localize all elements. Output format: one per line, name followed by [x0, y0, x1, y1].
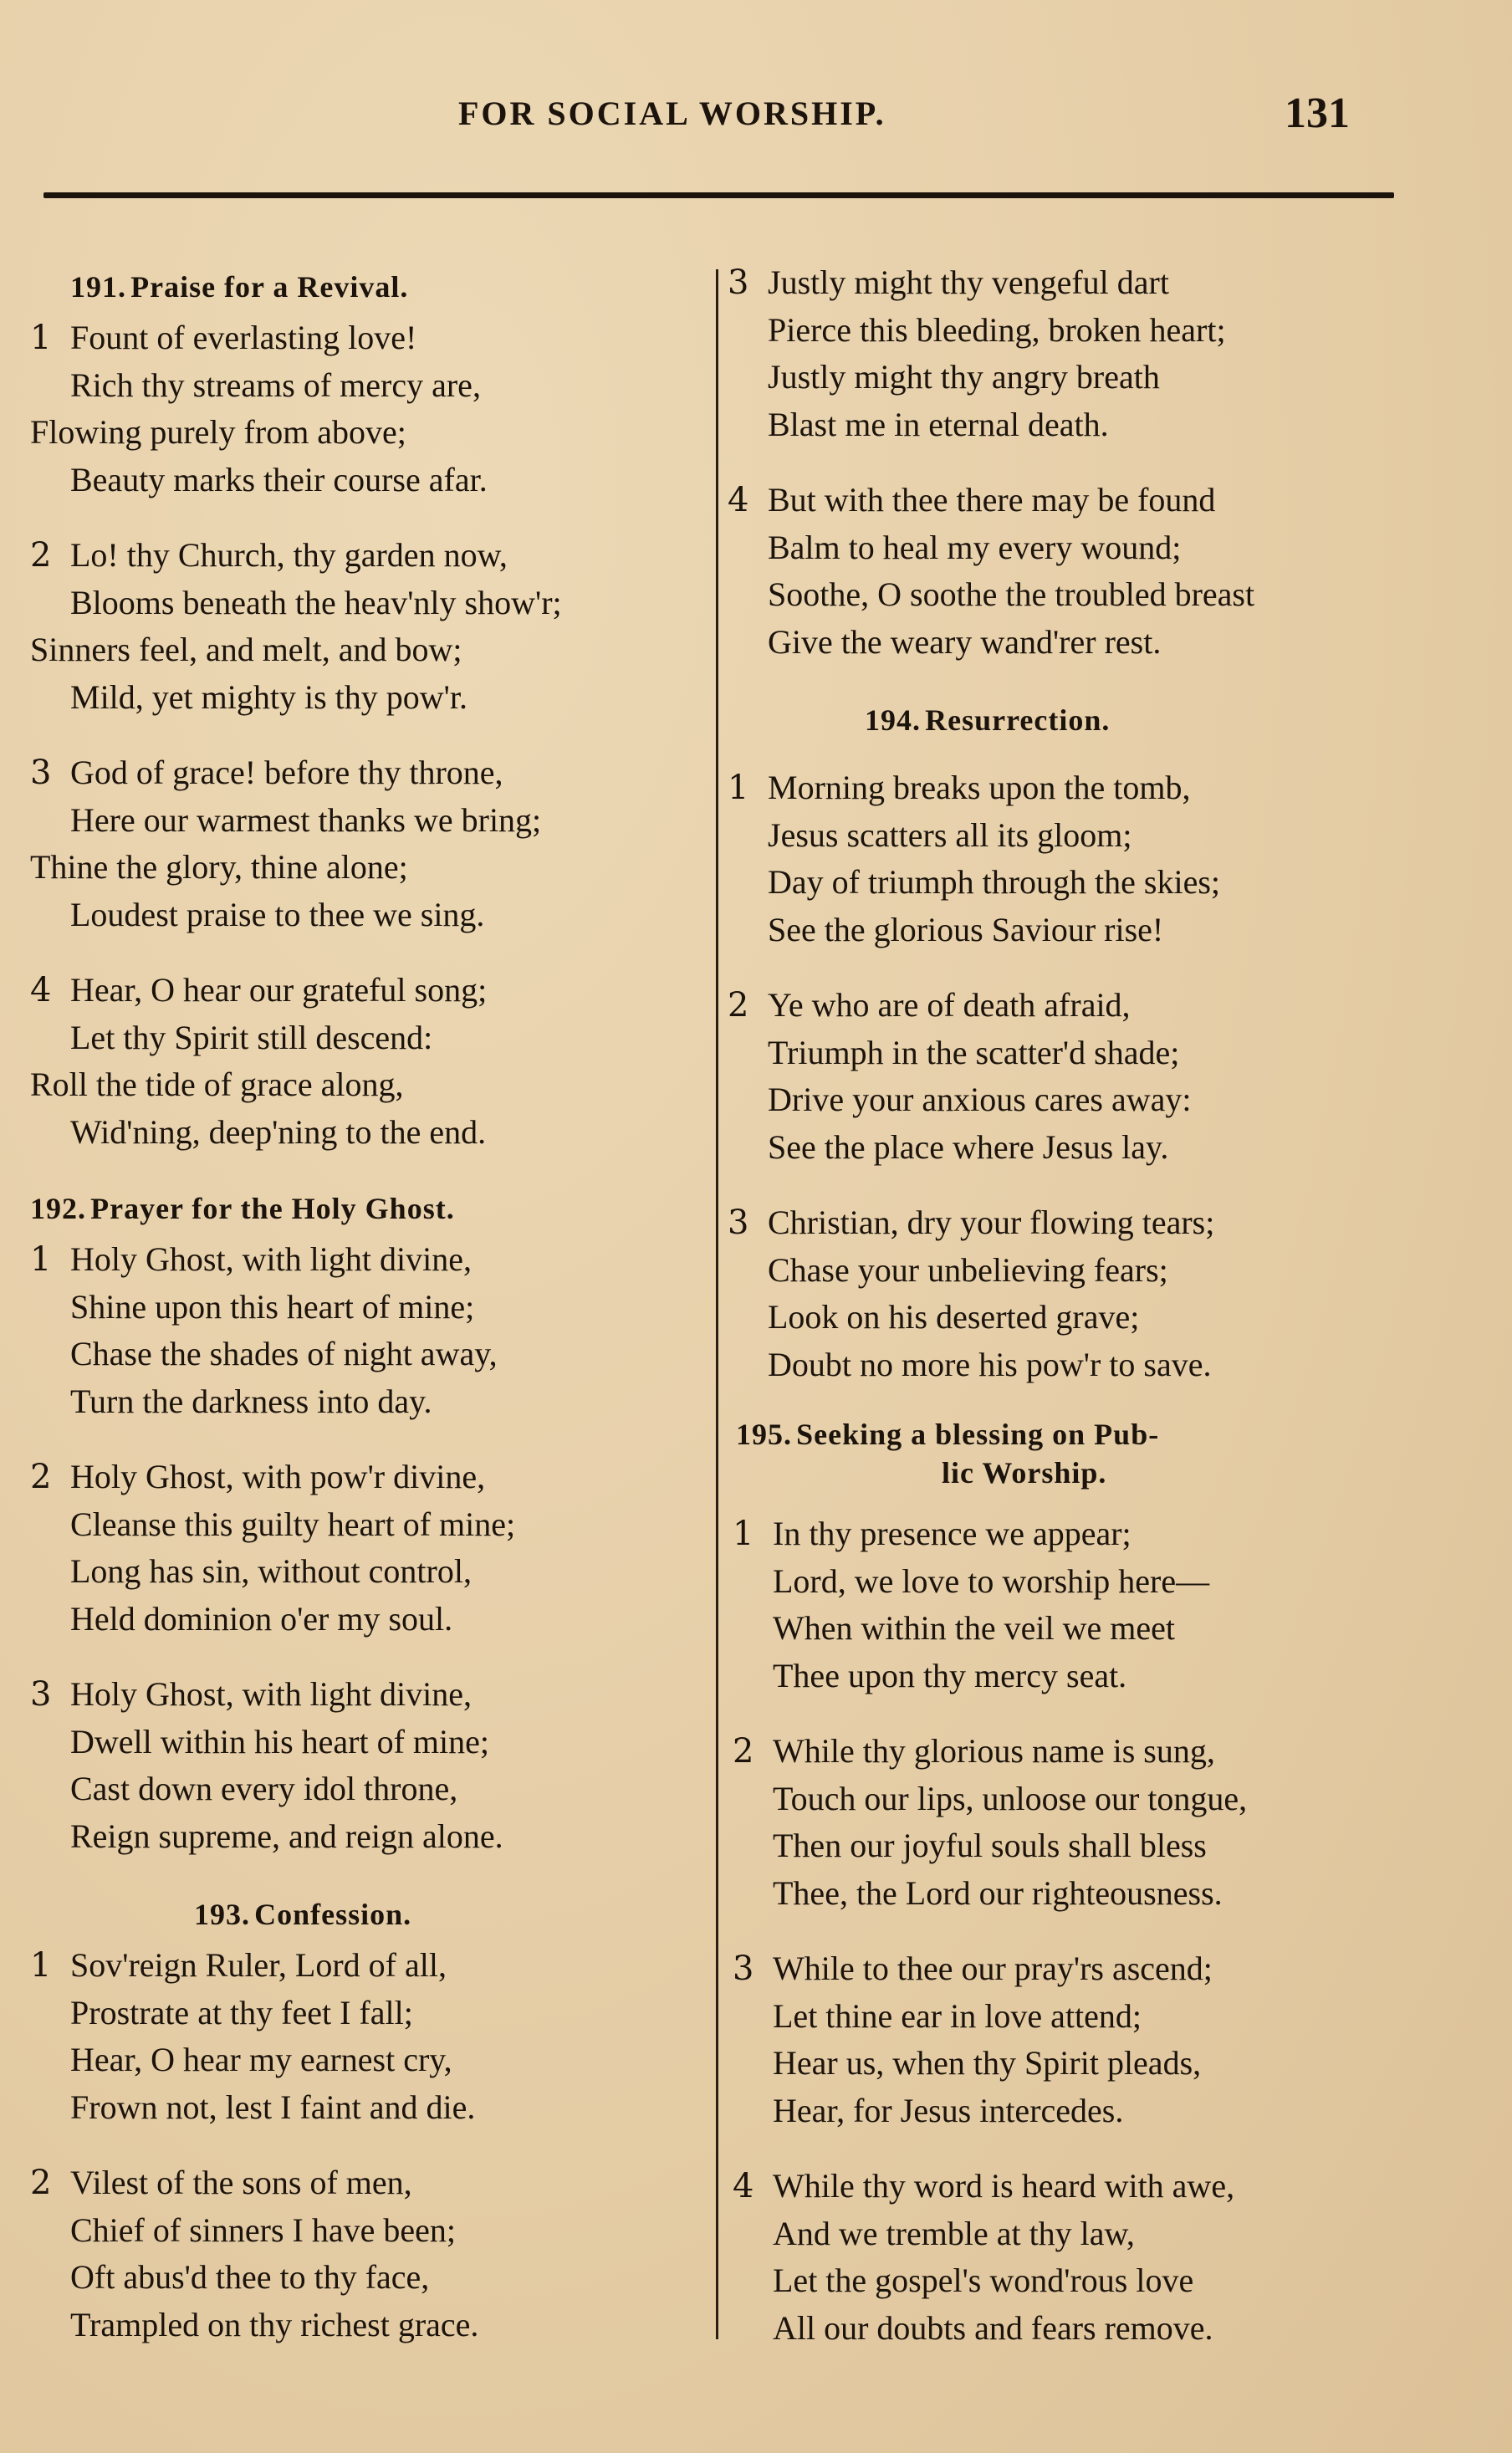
- hymn-number: 191.: [70, 270, 126, 304]
- verse-line: Sinners feel, and melt, and bow;: [30, 631, 462, 668]
- verse-line: Then our joyful souls shall bless: [773, 1827, 1207, 1864]
- stanza: [30, 967, 562, 1156]
- verse-line: Jesus scatters all its gloom;: [768, 815, 1132, 854]
- stanza: [30, 314, 562, 503]
- verse-line: Morning breaks upon the tomb,: [768, 769, 1191, 806]
- stanza: [30, 1942, 478, 2131]
- running-title: FOR SOCIAL WORSHIP.: [458, 95, 886, 132]
- stanza-number: 2: [30, 2164, 52, 2202]
- verse-line: God of grace! before thy throne,: [70, 754, 503, 791]
- verse-line: Give the weary wand'rer rest.: [768, 622, 1162, 661]
- verse-line: Long has sin, without control,: [70, 1552, 472, 1590]
- hymn-195-heading: [736, 1415, 1159, 1492]
- verse-line: Roll the tide of grace along,: [30, 1066, 404, 1103]
- verse-line: Chase the shades of night away,: [70, 1335, 498, 1372]
- stanza: [30, 532, 562, 721]
- verse-line: Drive your anxious cares away:: [768, 1081, 1192, 1118]
- verse-line: See the place where Jesus lay.: [768, 1127, 1169, 1166]
- stanza-number: 2: [733, 1732, 754, 1771]
- hymn-number: 192.: [30, 1192, 86, 1225]
- verse-line: Hear, O hear my earnest cry,: [70, 2041, 452, 2078]
- stanza-number: 3: [733, 1950, 754, 1988]
- verse-line: When within the veil we meet: [773, 1609, 1175, 1647]
- stanza-number: 3: [728, 263, 749, 302]
- verse-line: Turn the darkness into day.: [70, 1382, 432, 1420]
- verse-line: Shine upon this heart of mine;: [70, 1287, 475, 1326]
- hymn-title-continued: lic Worship.: [942, 1456, 1107, 1490]
- hymn-number: 195.: [736, 1418, 792, 1451]
- stanza: [30, 1671, 515, 1860]
- verse-line: Held dominion o'er my soul.: [70, 1599, 453, 1638]
- stanza: [733, 2163, 1247, 2352]
- verse-line: Chief of sinners I have been;: [70, 2210, 456, 2249]
- hymn-title: Prayer for the Holy Ghost.: [90, 1192, 455, 1225]
- verse-line: Soothe, O soothe the troubled breast: [768, 575, 1255, 613]
- verse-line: Oft abus'd thee to thy face,: [70, 2258, 430, 2296]
- hymn-194-heading: [865, 701, 1110, 739]
- verse-line: Justly might thy angry breath: [768, 358, 1160, 396]
- stanza-number: 2: [30, 1458, 52, 1496]
- stanza-number: 2: [30, 536, 52, 575]
- stanza: [728, 1199, 1220, 1388]
- verse-line: And we tremble at thy law,: [773, 2214, 1135, 2252]
- verse-line: See the glorious Saviour rise!: [768, 910, 1164, 948]
- hymn-193-continued: [728, 259, 1254, 694]
- stanza: [30, 2159, 478, 2348]
- hymn-191-body: [30, 314, 562, 1184]
- verse-line: Prostrate at thy feet I fall;: [70, 1993, 413, 2031]
- verse-line: Fount of everlasting love!: [70, 319, 417, 356]
- verse-line: Frown not, lest I faint and die.: [70, 2088, 476, 2126]
- page-header: [0, 89, 1512, 144]
- stanza-number: 3: [30, 754, 52, 792]
- stanza: [30, 1454, 515, 1643]
- verse-line: Look on his deserted grave;: [768, 1298, 1140, 1336]
- stanza-number: 4: [733, 2167, 754, 2205]
- hymn-number: 193.: [194, 1898, 250, 1931]
- hymn-195-body: [733, 1510, 1247, 2380]
- stanza-number: 1: [733, 1515, 754, 1553]
- hymn-193-heading: [194, 1895, 411, 1934]
- verse-line: Beauty marks their course afar.: [70, 460, 488, 498]
- verse-line: Touch our lips, unloose our tongue,: [773, 1779, 1248, 1817]
- stanza-number: 2: [728, 986, 749, 1025]
- hymn-193-body: [30, 1942, 478, 2377]
- verse-line: Hear, for Jesus intercedes.: [773, 2091, 1124, 2129]
- verse-line: Triumph in the scatter'd shade;: [768, 1033, 1180, 1071]
- stanza-number: 1: [30, 1946, 52, 1985]
- verse-line: Wid'ning, deep'ning to the end.: [70, 1112, 487, 1151]
- verse-line: Justly might thy vengeful dart: [768, 263, 1169, 301]
- verse-line: Vilest of the sons of men,: [70, 2164, 412, 2201]
- verse-line: All our doubts and fears remove.: [773, 2308, 1213, 2347]
- verse-line: Lo! thy Church, thy garden now,: [70, 536, 508, 574]
- stanza-number: 4: [728, 481, 749, 519]
- hymn-191-heading: [70, 268, 408, 306]
- verse-line: Let thine ear in love attend;: [773, 1996, 1142, 2035]
- stanza-number: 1: [30, 319, 52, 357]
- hymn-192-body: [30, 1236, 515, 1888]
- verse-line: Doubt no more his pow'r to save.: [768, 1345, 1212, 1383]
- verse-line: Rich thy streams of mercy are,: [70, 365, 481, 404]
- stanza: [728, 764, 1220, 953]
- verse-line: But with thee there may be found: [768, 481, 1216, 519]
- hymn-title: Confession.: [254, 1898, 412, 1931]
- hymn-title: Resurrection.: [925, 703, 1111, 737]
- stanza: [733, 1945, 1247, 2134]
- verse-line: Ye who are of death afraid,: [768, 986, 1131, 1024]
- verse-line: Thee, the Lord our righteousness.: [773, 1873, 1223, 1912]
- verse-line: While thy glorious name is sung,: [773, 1732, 1215, 1770]
- verse-line: Blast me in eternal death.: [768, 405, 1109, 443]
- stanza: [728, 982, 1220, 1171]
- verse-line: Holy Ghost, with light divine,: [70, 1240, 472, 1278]
- verse-line: Flowing purely from above;: [30, 413, 406, 451]
- verse-line: Dwell within his heart of mine;: [70, 1722, 490, 1761]
- verse-line: In thy presence we appear;: [773, 1515, 1131, 1552]
- hymn-194-body: [728, 764, 1220, 1417]
- hymn-192-heading: [30, 1189, 455, 1228]
- stanza-number: 1: [728, 769, 749, 807]
- stanza-number: 3: [728, 1204, 749, 1242]
- verse-line: Balm to heal my every wound;: [768, 528, 1182, 566]
- page-number: 131: [1285, 89, 1350, 137]
- verse-line: While thy word is heard with awe,: [773, 2167, 1235, 2205]
- verse-line: Hear, O hear our grateful song;: [70, 971, 488, 1009]
- verse-line: Chase your unbelieving fears;: [768, 1250, 1168, 1289]
- verse-line: Reign supreme, and reign alone.: [70, 1817, 503, 1855]
- verse-line: Sov'reign Ruler, Lord of all,: [70, 1946, 447, 1984]
- stanza: [30, 1236, 515, 1425]
- stanza: [728, 259, 1254, 448]
- verse-line: Lord, we love to worship here—: [773, 1561, 1210, 1600]
- verse-line: Pierce this bleeding, broken heart;: [768, 310, 1226, 349]
- verse-line: Let the gospel's wond'rous love: [773, 2261, 1194, 2299]
- hymn-number: 194.: [865, 703, 921, 737]
- verse-line: While to thee our pray'rs ascend;: [773, 1950, 1213, 1987]
- verse-line: Blooms beneath the heav'nly show'r;: [70, 583, 562, 621]
- verse-line: Thee upon thy mercy seat.: [773, 1656, 1127, 1694]
- verse-line: Holy Ghost, with light divine,: [70, 1675, 472, 1713]
- stanza-number: 3: [30, 1675, 52, 1714]
- header-rule: [43, 192, 1394, 198]
- stanza-number: 4: [30, 971, 52, 1009]
- verse-line: Let thy Spirit still descend:: [70, 1018, 433, 1056]
- verse-line: Day of triumph through the skies;: [768, 863, 1221, 901]
- stanza: [30, 749, 562, 938]
- stanza-number: 1: [30, 1240, 52, 1279]
- verse-line: Here our warmest thanks we bring;: [70, 800, 542, 839]
- verse-line: Cast down every idol throne,: [70, 1770, 458, 1807]
- verse-line: Christian, dry your flowing tears;: [768, 1204, 1215, 1241]
- verse-line: Loudest praise to thee we sing.: [70, 895, 485, 933]
- verse-line: Cleanse this guilty heart of mine;: [70, 1505, 516, 1543]
- verse-line: Hear us, when thy Spirit pleads,: [773, 2044, 1202, 2082]
- verse-line: Mild, yet mighty is thy pow'r.: [70, 677, 467, 716]
- hymn-title: Seeking a blessing on Pub-: [796, 1418, 1160, 1451]
- stanza: [728, 477, 1254, 666]
- hymn-title: Praise for a Revival.: [130, 270, 409, 304]
- stanza: [733, 1728, 1247, 1917]
- column-divider: [716, 269, 718, 2339]
- verse-line: Trampled on thy richest grace.: [70, 2305, 479, 2343]
- verse-line: Holy Ghost, with pow'r divine,: [70, 1458, 486, 1495]
- stanza: [733, 1510, 1247, 1699]
- verse-line: Thine the glory, thine alone;: [30, 848, 408, 886]
